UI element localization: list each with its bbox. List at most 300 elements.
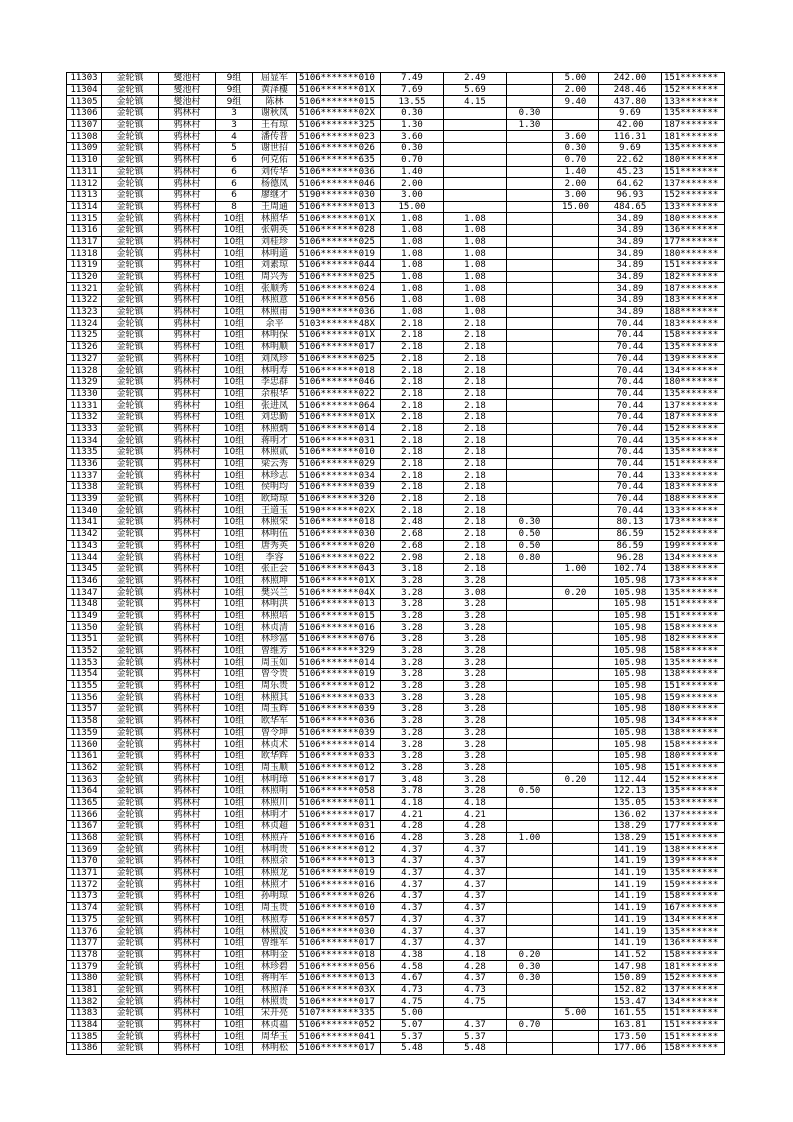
area-c-cell (553, 669, 599, 681)
row-number-cell: 11334 (67, 435, 102, 447)
area-a-cell: 3.28 (444, 785, 507, 797)
area-a-cell: 1.08 (444, 271, 507, 283)
village-cell: 鸦林村 (159, 832, 216, 844)
group-cell: 8 (216, 201, 253, 213)
area-b-cell (507, 821, 553, 833)
area-c-cell (553, 645, 599, 657)
area-a-cell: 3.08 (444, 587, 507, 599)
village-cell: 鸦林村 (159, 622, 216, 634)
area-a-cell: 3.28 (444, 610, 507, 622)
amount-cell: 34.89 (599, 224, 662, 236)
row-number-cell: 11343 (67, 540, 102, 552)
area-b-cell (507, 879, 553, 891)
table-row (67, 423, 725, 435)
id-number-cell: 5106*******010 (297, 73, 381, 85)
row-number-cell: 11332 (67, 411, 102, 423)
area-b-cell: 0.30 (507, 108, 553, 120)
amount-cell: 70.44 (599, 330, 662, 342)
table-row (67, 84, 725, 96)
amount-cell: 437.80 (599, 96, 662, 108)
area-c-cell (553, 891, 599, 903)
person-name-cell: 张朝英 (253, 224, 297, 236)
person-name-cell: 林照泽 (253, 984, 297, 996)
row-number-cell: 11320 (67, 271, 102, 283)
table-row (67, 73, 725, 85)
area-b-cell (507, 224, 553, 236)
town-cell: 金轮镇 (102, 248, 159, 260)
area-a-cell: 5.48 (444, 1043, 507, 1055)
village-cell: 鸦林村 (159, 1043, 216, 1055)
table-row (67, 119, 725, 131)
town-cell: 金轮镇 (102, 376, 159, 388)
phone-cell: 182******* (662, 271, 725, 283)
row-number-cell: 11337 (67, 470, 102, 482)
phone-cell: 187******* (662, 283, 725, 295)
group-cell: 10组 (216, 762, 253, 774)
id-number-cell: 5106*******01X (297, 411, 381, 423)
area-b-cell (507, 856, 553, 868)
person-name-cell: 林照其 (253, 692, 297, 704)
id-number-cell: 5106*******011 (297, 797, 381, 809)
id-number-cell: 5106*******04X (297, 587, 381, 599)
area-c-cell (553, 213, 599, 225)
id-number-cell: 5106*******01X (297, 84, 381, 96)
area-a-cell: 4.37 (444, 867, 507, 879)
area-b-cell (507, 1031, 553, 1043)
area-b-cell (507, 73, 553, 85)
row-number-cell: 11374 (67, 902, 102, 914)
area-a-cell (444, 201, 507, 213)
row-number-cell: 11342 (67, 528, 102, 540)
area-a-cell: 3.28 (444, 645, 507, 657)
area-c-cell (553, 306, 599, 318)
village-cell: 鸦林村 (159, 108, 216, 120)
area-a-cell (444, 189, 507, 201)
group-cell: 3 (216, 108, 253, 120)
area-c-cell (553, 949, 599, 961)
area-c-cell (553, 832, 599, 844)
amount-cell: 42.00 (599, 119, 662, 131)
row-number-cell: 11351 (67, 634, 102, 646)
id-number-cell: 5106*******019 (297, 248, 381, 260)
table-row (67, 236, 725, 248)
row-number-cell: 11382 (67, 996, 102, 1008)
phone-cell: 135******* (662, 341, 725, 353)
row-number-cell: 11329 (67, 376, 102, 388)
area-c-cell (553, 809, 599, 821)
area-c-cell: 0.70 (553, 154, 599, 166)
group-cell: 10组 (216, 867, 253, 879)
person-name-cell: 欧琦琼 (253, 493, 297, 505)
area-b-cell (507, 996, 553, 1008)
village-cell: 鸦林村 (159, 984, 216, 996)
table-row (67, 634, 725, 646)
person-name-cell: 林照余 (253, 856, 297, 868)
amount-cell: 34.89 (599, 260, 662, 272)
table-row (67, 856, 725, 868)
village-cell: 鸦林村 (159, 926, 216, 938)
area-c-cell (553, 423, 599, 435)
phone-cell: 135******* (662, 108, 725, 120)
row-number-cell: 11340 (67, 505, 102, 517)
area-b-cell (507, 131, 553, 143)
area-a-cell: 2.18 (444, 341, 507, 353)
area-c-cell (553, 505, 599, 517)
row-number-cell: 11346 (67, 575, 102, 587)
village-cell: 鸦林村 (159, 143, 216, 155)
area-b-cell: 0.30 (507, 972, 553, 984)
row-number-cell: 11373 (67, 891, 102, 903)
row-number-cell: 11349 (67, 610, 102, 622)
id-number-cell: 5106*******017 (297, 1043, 381, 1055)
table-row (67, 762, 725, 774)
village-cell: 鸦林村 (159, 563, 216, 575)
table-row (67, 797, 725, 809)
group-cell: 10组 (216, 1043, 253, 1055)
row-number-cell: 11312 (67, 178, 102, 190)
person-name-cell: 林照华 (253, 213, 297, 225)
area-c-cell (553, 447, 599, 459)
area-c-cell (553, 376, 599, 388)
area-c-cell (553, 902, 599, 914)
area-a-cell: 2.49 (444, 73, 507, 85)
row-number-cell: 11333 (67, 423, 102, 435)
total-area-cell: 4.37 (381, 891, 444, 903)
town-cell: 金轮镇 (102, 341, 159, 353)
area-b-cell (507, 563, 553, 575)
area-b-cell (507, 423, 553, 435)
town-cell: 金轮镇 (102, 318, 159, 330)
area-b-cell (507, 260, 553, 272)
table-row (67, 283, 725, 295)
town-cell: 金轮镇 (102, 996, 159, 1008)
area-a-cell: 3.28 (444, 669, 507, 681)
row-number-cell: 11307 (67, 119, 102, 131)
person-name-cell: 刘忠勤 (253, 411, 297, 423)
group-cell: 10组 (216, 739, 253, 751)
row-number-cell: 11325 (67, 330, 102, 342)
village-cell: 鸦林村 (159, 739, 216, 751)
town-cell: 金轮镇 (102, 224, 159, 236)
area-c-cell (553, 1031, 599, 1043)
area-c-cell (553, 119, 599, 131)
total-area-cell: 3.60 (381, 131, 444, 143)
phone-cell: 151******* (662, 1019, 725, 1031)
area-b-cell: 0.80 (507, 552, 553, 564)
area-b-cell (507, 634, 553, 646)
id-number-cell: 5103*******48X (297, 318, 381, 330)
town-cell: 金轮镇 (102, 178, 159, 190)
group-cell: 10组 (216, 587, 253, 599)
phone-cell: 187******* (662, 119, 725, 131)
village-cell: 鸦林村 (159, 1031, 216, 1043)
area-c-cell (553, 680, 599, 692)
town-cell: 金轮镇 (102, 902, 159, 914)
area-c-cell (553, 715, 599, 727)
town-cell: 金轮镇 (102, 108, 159, 120)
total-area-cell: 2.18 (381, 423, 444, 435)
group-cell: 10组 (216, 879, 253, 891)
table-row (67, 575, 725, 587)
person-name-cell: 周兴秀 (253, 271, 297, 283)
phone-cell: 138******* (662, 727, 725, 739)
person-name-cell: 谢世招 (253, 143, 297, 155)
area-c-cell (553, 341, 599, 353)
id-number-cell: 5106*******028 (297, 224, 381, 236)
phone-cell: 135******* (662, 867, 725, 879)
area-c-cell (553, 353, 599, 365)
town-cell: 金轮镇 (102, 914, 159, 926)
row-number-cell: 11365 (67, 797, 102, 809)
town-cell: 金轮镇 (102, 891, 159, 903)
area-a-cell: 3.28 (444, 715, 507, 727)
area-a-cell (444, 154, 507, 166)
table-row (67, 131, 725, 143)
table-row (67, 926, 725, 938)
village-cell: 鸦林村 (159, 295, 216, 307)
village-cell: 鸦林村 (159, 482, 216, 494)
table-row (67, 1019, 725, 1031)
table-row (67, 260, 725, 272)
table-row (67, 844, 725, 856)
row-number-cell: 11369 (67, 844, 102, 856)
town-cell: 金轮镇 (102, 1019, 159, 1031)
total-area-cell: 2.18 (381, 341, 444, 353)
area-a-cell: 2.18 (444, 400, 507, 412)
table-row (67, 213, 725, 225)
total-area-cell: 15.00 (381, 201, 444, 213)
person-name-cell: 张正会 (253, 563, 297, 575)
total-area-cell: 5.00 (381, 1008, 444, 1020)
group-cell: 10组 (216, 493, 253, 505)
row-number-cell: 11353 (67, 657, 102, 669)
id-number-cell: 5106*******034 (297, 470, 381, 482)
person-name-cell: 孙明琼 (253, 891, 297, 903)
amount-cell: 70.44 (599, 388, 662, 400)
area-a-cell: 4.28 (444, 821, 507, 833)
person-name-cell: 林明顺 (253, 341, 297, 353)
group-cell: 10组 (216, 727, 253, 739)
area-b-cell (507, 318, 553, 330)
village-cell: 鸦林村 (159, 575, 216, 587)
area-a-cell (444, 131, 507, 143)
total-area-cell: 2.18 (381, 353, 444, 365)
total-area-cell: 3.28 (381, 727, 444, 739)
group-cell: 10组 (216, 540, 253, 552)
area-c-cell (553, 260, 599, 272)
village-cell: 鸦林村 (159, 213, 216, 225)
area-c-cell: 3.60 (553, 131, 599, 143)
phone-cell: 181******* (662, 961, 725, 973)
amount-cell: 34.89 (599, 236, 662, 248)
village-cell: 鸦林村 (159, 236, 216, 248)
group-cell: 10组 (216, 937, 253, 949)
row-number-cell: 11319 (67, 260, 102, 272)
id-number-cell: 5106*******010 (297, 902, 381, 914)
amount-cell: 70.44 (599, 400, 662, 412)
id-number-cell: 5106*******041 (297, 1031, 381, 1043)
total-area-cell: 3.28 (381, 657, 444, 669)
person-name-cell: 林照意 (253, 295, 297, 307)
total-area-cell: 2.18 (381, 411, 444, 423)
area-a-cell: 5.37 (444, 1031, 507, 1043)
town-cell: 金轮镇 (102, 587, 159, 599)
id-number-cell: 5190*******036 (297, 306, 381, 318)
group-cell: 10组 (216, 563, 253, 575)
group-cell: 10组 (216, 458, 253, 470)
area-c-cell (553, 411, 599, 423)
person-name-cell: 杨德凤 (253, 178, 297, 190)
amount-cell: 242.00 (599, 73, 662, 85)
area-b-cell (507, 774, 553, 786)
area-b-cell (507, 715, 553, 727)
table-row (67, 727, 725, 739)
row-number-cell: 11344 (67, 552, 102, 564)
area-b-cell (507, 645, 553, 657)
area-c-cell: 3.00 (553, 189, 599, 201)
total-area-cell: 1.08 (381, 271, 444, 283)
town-cell: 金轮镇 (102, 435, 159, 447)
row-number-cell: 11364 (67, 785, 102, 797)
amount-cell: 96.93 (599, 189, 662, 201)
row-number-cell: 11386 (67, 1043, 102, 1055)
phone-cell: 133******* (662, 96, 725, 108)
phone-cell: 133******* (662, 470, 725, 482)
amount-cell: 70.44 (599, 458, 662, 470)
table-row (67, 1008, 725, 1020)
area-a-cell: 2.18 (444, 458, 507, 470)
area-a-cell: 4.18 (444, 949, 507, 961)
town-cell: 金轮镇 (102, 143, 159, 155)
person-name-cell: 曾维芳 (253, 645, 297, 657)
area-b-cell (507, 376, 553, 388)
amount-cell: 45.23 (599, 166, 662, 178)
amount-cell: 161.55 (599, 1008, 662, 1020)
row-number-cell: 11363 (67, 774, 102, 786)
group-cell: 9组 (216, 96, 253, 108)
id-number-cell: 5106*******024 (297, 283, 381, 295)
row-number-cell: 11341 (67, 517, 102, 529)
amount-cell: 105.98 (599, 680, 662, 692)
phone-cell: 136******* (662, 937, 725, 949)
phone-cell: 138******* (662, 844, 725, 856)
village-cell: 鸦林村 (159, 891, 216, 903)
id-number-cell: 5106*******039 (297, 704, 381, 716)
amount-cell: 141.19 (599, 856, 662, 868)
area-a-cell: 2.18 (444, 318, 507, 330)
group-cell: 10组 (216, 844, 253, 856)
amount-cell: 70.44 (599, 493, 662, 505)
amount-cell: 141.19 (599, 844, 662, 856)
row-number-cell: 11359 (67, 727, 102, 739)
area-a-cell (444, 178, 507, 190)
row-number-cell: 11316 (67, 224, 102, 236)
person-name-cell: 林照培 (253, 610, 297, 622)
person-name-cell: 林照川 (253, 797, 297, 809)
area-b-cell (507, 704, 553, 716)
id-number-cell: 5106*******056 (297, 961, 381, 973)
amount-cell: 70.44 (599, 482, 662, 494)
area-a-cell: 3.28 (444, 750, 507, 762)
phone-cell: 135******* (662, 785, 725, 797)
area-c-cell (553, 785, 599, 797)
group-cell: 10组 (216, 704, 253, 716)
group-cell: 6 (216, 154, 253, 166)
row-number-cell: 11375 (67, 914, 102, 926)
area-b-cell (507, 657, 553, 669)
table-row (67, 774, 725, 786)
area-a-cell: 3.28 (444, 598, 507, 610)
area-b-cell (507, 926, 553, 938)
area-a-cell: 2.18 (444, 435, 507, 447)
group-cell: 10组 (216, 984, 253, 996)
town-cell: 金轮镇 (102, 411, 159, 423)
row-number-cell: 11310 (67, 154, 102, 166)
town-cell: 金轮镇 (102, 119, 159, 131)
phone-cell: 188******* (662, 493, 725, 505)
total-area-cell: 3.18 (381, 563, 444, 575)
phone-cell: 158******* (662, 330, 725, 342)
table-row (67, 376, 725, 388)
area-c-cell (553, 844, 599, 856)
village-cell: 燮池村 (159, 73, 216, 85)
total-area-cell: 1.08 (381, 224, 444, 236)
id-number-cell: 5106*******019 (297, 867, 381, 879)
town-cell: 金轮镇 (102, 1031, 159, 1043)
row-number-cell: 11350 (67, 622, 102, 634)
village-cell: 鸦林村 (159, 1008, 216, 1020)
phone-cell: 180******* (662, 154, 725, 166)
area-c-cell (553, 458, 599, 470)
phone-cell: 159******* (662, 879, 725, 891)
village-cell: 鸦林村 (159, 540, 216, 552)
id-number-cell: 5106*******01X (297, 213, 381, 225)
id-number-cell: 5106*******017 (297, 809, 381, 821)
table-row (67, 178, 725, 190)
table-row (67, 458, 725, 470)
total-area-cell: 4.37 (381, 844, 444, 856)
amount-cell: 70.44 (599, 423, 662, 435)
total-area-cell: 4.58 (381, 961, 444, 973)
total-area-cell: 1.30 (381, 119, 444, 131)
row-number-cell: 11347 (67, 587, 102, 599)
table-row (67, 517, 725, 529)
group-cell: 10组 (216, 809, 253, 821)
town-cell: 金轮镇 (102, 365, 159, 377)
total-area-cell: 3.28 (381, 680, 444, 692)
phone-cell: 151******* (662, 1008, 725, 1020)
area-a-cell: 4.37 (444, 891, 507, 903)
person-name-cell: 余平 (253, 318, 297, 330)
village-cell: 鸦林村 (159, 961, 216, 973)
area-a-cell: 1.08 (444, 224, 507, 236)
phone-cell: 139******* (662, 856, 725, 868)
id-number-cell: 5106*******01X (297, 330, 381, 342)
area-b-cell (507, 143, 553, 155)
table-row (67, 201, 725, 213)
table-row (67, 645, 725, 657)
area-b-cell (507, 201, 553, 213)
area-a-cell: 1.08 (444, 283, 507, 295)
group-cell: 5 (216, 143, 253, 155)
village-cell: 鸦林村 (159, 248, 216, 260)
area-b-cell (507, 598, 553, 610)
area-b-cell (507, 154, 553, 166)
area-c-cell (553, 552, 599, 564)
table-row (67, 166, 725, 178)
id-number-cell: 5106*******058 (297, 785, 381, 797)
area-b-cell: 0.30 (507, 517, 553, 529)
